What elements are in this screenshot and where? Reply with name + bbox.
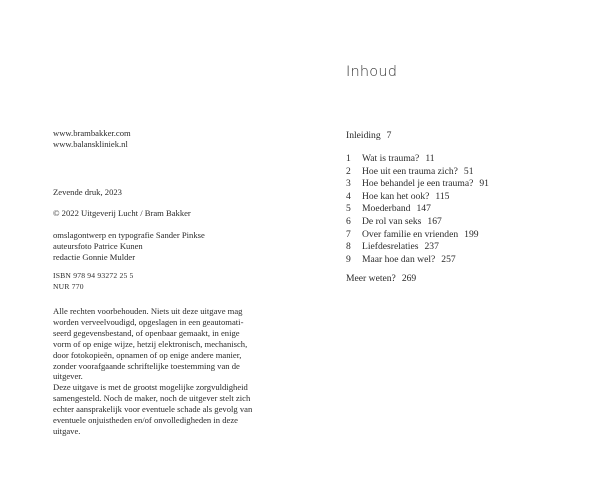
toc-label: Liefdesrelaties — [362, 241, 419, 253]
toc-label: Maar hoe dan wel? — [362, 253, 436, 265]
chapter-number: 4 — [346, 190, 351, 202]
rights-line: samengesteld. Noch de maker, noch de uitgever stelt zich — [53, 393, 251, 404]
toc-entry-outro[interactable] — [346, 273, 416, 286]
toc-page-number: 199 — [464, 228, 479, 240]
toc-label: Meer weten? — [346, 273, 396, 284]
toc-entry[interactable] — [346, 178, 489, 191]
toc-entry[interactable] — [346, 229, 489, 242]
rights-line: uitgever. — [53, 371, 83, 382]
edition-text: Zevende druk, 2023 — [53, 187, 122, 197]
toc-page-number: 237 — [424, 241, 439, 253]
chapter-number: 6 — [346, 215, 351, 227]
toc-page-number: 115 — [435, 190, 450, 202]
chapter-number: 5 — [346, 203, 351, 215]
rights-line: door fotokopieën, opnamen of op enige andere manier, — [53, 349, 242, 360]
toc-entry[interactable] — [346, 203, 489, 216]
copyright-text: © 2022 Uitgeverij Lucht / Bram Bakker — [53, 208, 191, 218]
rights-line: vorm of op enige wijze, hetzij elektronisch, mechanisch, — [53, 338, 248, 349]
rights-line: uitgave. — [53, 425, 81, 436]
toc-label: Moederband — [362, 203, 411, 215]
toc-page-number: 147 — [416, 203, 431, 215]
toc-page-number: 91 — [479, 178, 489, 190]
toc-entry[interactable] — [346, 254, 489, 267]
toc-page-number: 257 — [441, 253, 456, 265]
toc-page-number: 7 — [386, 130, 392, 141]
toc-label: Inleiding — [346, 130, 381, 141]
chapter-number: 9 — [346, 253, 351, 265]
nur-text: NUR 770 — [53, 281, 84, 291]
chapter-number: 2 — [346, 165, 351, 177]
chapter-number: 3 — [346, 178, 351, 190]
isbn-block — [53, 271, 134, 293]
websites — [53, 128, 131, 150]
rights-line: Deze uitgave is met de grootst mogelijke zorgvuldigheid — [53, 382, 248, 393]
rights-line: worden verveelvoudigd, opgeslagen in een geautomati- — [53, 316, 244, 327]
credit-line: auteursfoto Patrice Kunen — [53, 240, 143, 251]
toc-entry[interactable] — [346, 153, 489, 166]
chapter-number: 7 — [346, 228, 351, 240]
isbn-text: ISBN 978 94 93272 25 5 — [53, 271, 134, 280]
toc-label: Over familie en vrienden — [362, 228, 459, 240]
credit-line: omslagontwerp en typografie Sander Pinkse — [53, 230, 205, 240]
toc-chapter-list — [346, 153, 489, 266]
rights-line: Alle rechten voorbehouden. Niets uit deze uitgave mag — [53, 306, 243, 316]
rights-line: echter aansprakelijk voor eventuele schade als gevolg van — [53, 404, 253, 415]
toc-label: De rol van seks — [362, 215, 422, 227]
toc-page-number: 167 — [427, 215, 442, 227]
toc-label: Hoe behandel je een trauma? — [362, 178, 474, 190]
toc-entry[interactable] — [346, 166, 489, 179]
credits — [53, 230, 205, 263]
contents-page — [300, 0, 600, 480]
toc-label: Wat is trauma? — [362, 153, 420, 164]
toc-label: Hoe uit een trauma zich? — [362, 165, 458, 177]
toc-entry-intro[interactable] — [346, 130, 391, 143]
chapter-number: 1 — [346, 153, 351, 164]
toc-entry[interactable] — [346, 216, 489, 229]
toc-page-number: 11 — [425, 153, 435, 164]
rights-notice — [53, 306, 293, 437]
toc-entry[interactable] — [346, 241, 489, 254]
chapter-number: 8 — [346, 241, 351, 253]
toc-entry[interactable] — [346, 191, 489, 204]
website-link[interactable]: www.balanskliniek.nl — [53, 138, 128, 149]
rights-line: seerd gegevensbestand, of openbaar gemaakt, in enige — [53, 327, 240, 338]
toc-label: Hoe kan het ook? — [362, 190, 430, 202]
toc-page-number: 51 — [463, 165, 474, 177]
rights-line: eventuele onjuistheden en/of onvolledigheden in deze — [53, 415, 238, 426]
website-link[interactable]: www.brambakker.com — [53, 128, 131, 138]
contents-title: Inhoud — [346, 64, 398, 80]
toc-page-number: 269 — [401, 273, 417, 284]
rights-line: zonder voorafgaande schriftelijke toestemming van de — [53, 360, 240, 371]
credit-line: redactie Gonnie Mulder — [53, 251, 136, 262]
